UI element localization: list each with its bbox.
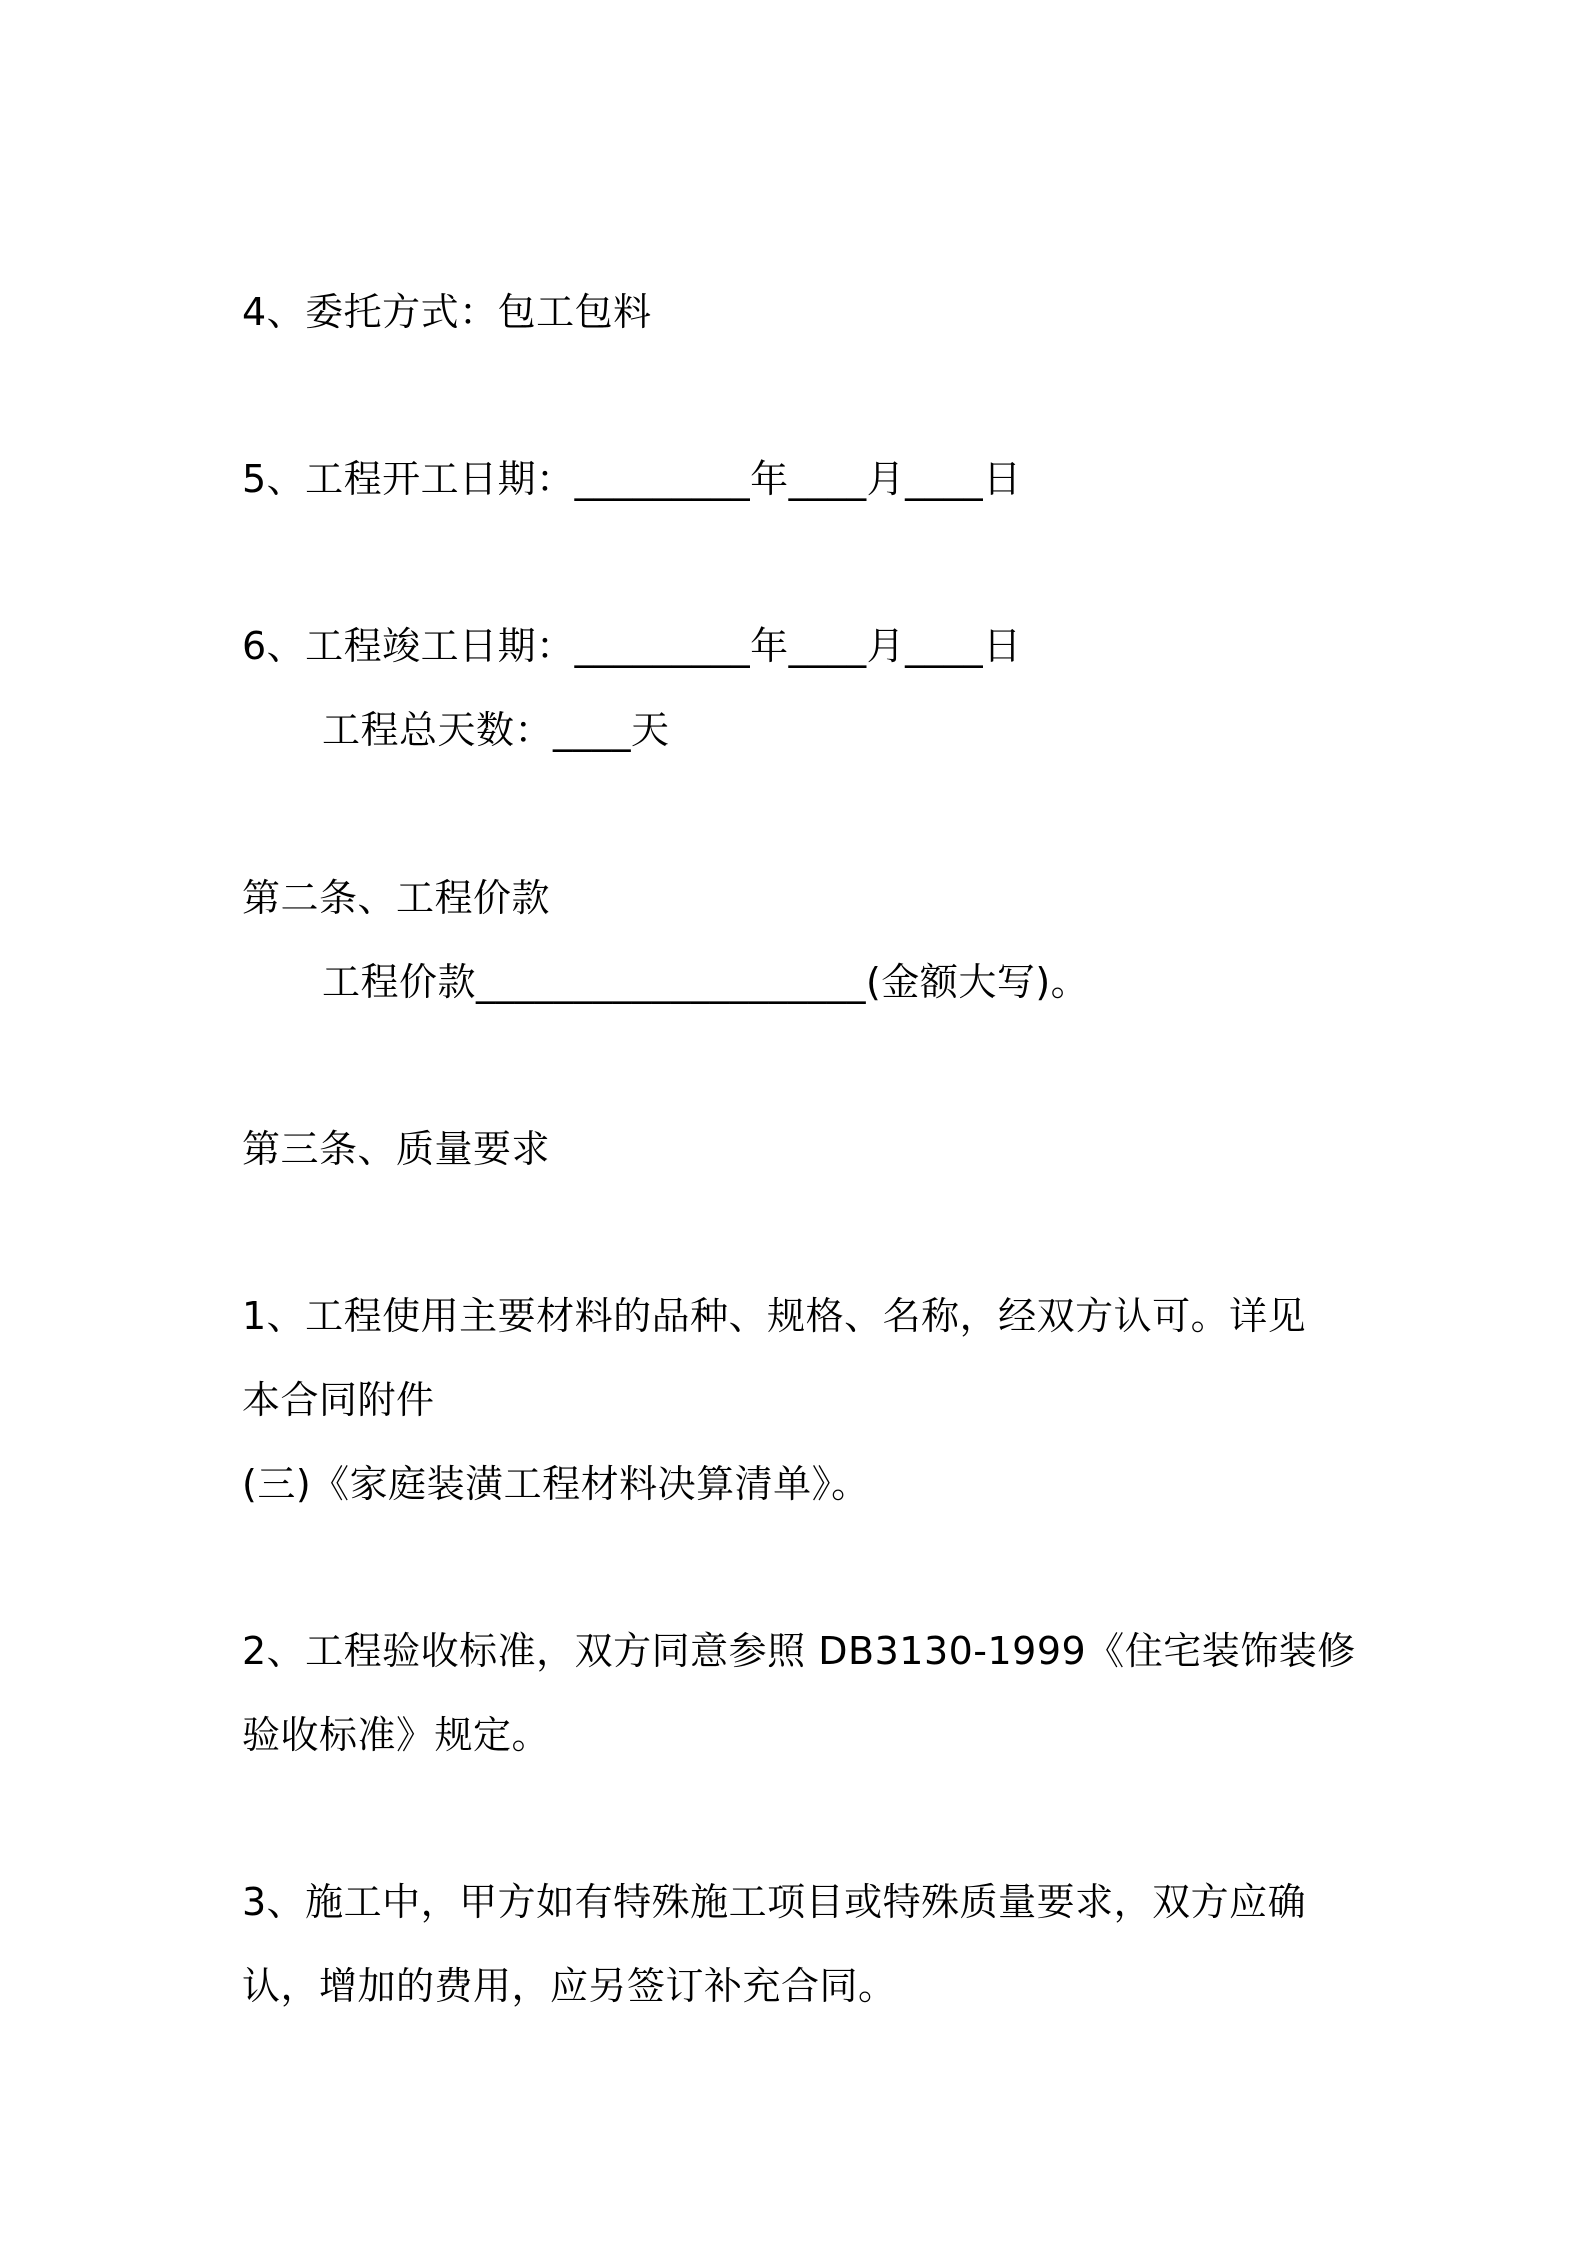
article-3-heading: 第三条、质量要求 (242, 1127, 551, 1171)
quality-item-1-line-1: 1、工程使用主要材料的品种、规格、名称，经双方认可。详见 (242, 1294, 1307, 1338)
quality-item-2-line-2: 验收标准》规定。 (242, 1713, 551, 1757)
quality-item-3-line-1: 3、施工中，甲方如有特殊施工项目或特殊质量要求，双方应确 (242, 1880, 1307, 1924)
clause-item-4: 4、委托方式：包工包料 (242, 290, 652, 334)
total-days-line: 工程总天数：____天 (322, 708, 670, 752)
clause-item-5-start-date: 5、工程开工日期：_________年____月____日 (242, 457, 1022, 501)
quality-item-3-line-2: 认，增加的费用，应另签订补充合同。 (242, 1964, 897, 2008)
clause-item-6-completion-date: 6、工程竣工日期：_________年____月____日 (242, 624, 1022, 668)
price-line: 工程价款____________________(金额大写)。 (322, 960, 1090, 1004)
quality-item-2-line-1: 2、工程验收标准，双方同意参照 DB3130-1999《住宅装饰装修 (242, 1629, 1356, 1673)
quality-item-1-line-2: 本合同附件 (242, 1378, 435, 1422)
quality-item-1-line-3: (三)《家庭装潢工程材料决算清单》。 (242, 1462, 870, 1506)
article-2-heading: 第二条、工程价款 (242, 876, 551, 920)
